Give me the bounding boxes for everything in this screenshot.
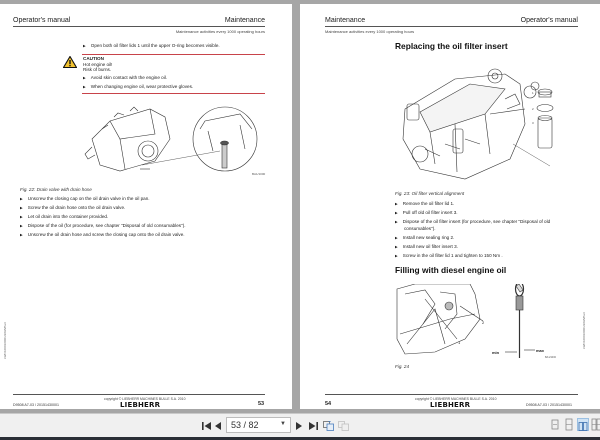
continuous-facing-icon bbox=[591, 418, 600, 431]
page-number: 54 bbox=[325, 401, 332, 407]
first-page-button[interactable] bbox=[200, 418, 212, 433]
previous-view-icon bbox=[323, 421, 334, 431]
step: ▶ Install new sealing ring 2. bbox=[395, 235, 454, 240]
footer-divider bbox=[13, 394, 265, 395]
drain-valve-illustration bbox=[80, 99, 270, 179]
side-code: LWF/10001/0001/2/GB/Part bbox=[3, 322, 7, 359]
previous-page-button[interactable] bbox=[213, 418, 223, 433]
single-page-view-button[interactable] bbox=[549, 418, 561, 431]
step: ▶ Install new oil filter insert 3. bbox=[395, 244, 458, 249]
callout-1: 1 bbox=[532, 91, 534, 95]
header-left: Maintenance bbox=[325, 17, 366, 24]
header-left: Operator's manual bbox=[13, 17, 71, 24]
side-code: LWF/10001/0001/2/GB/Part bbox=[582, 312, 586, 349]
last-page-icon bbox=[309, 422, 318, 430]
figure-code: BA1/1000 bbox=[252, 172, 266, 176]
max-label: max bbox=[536, 348, 545, 353]
pdf-toolbar bbox=[0, 413, 600, 438]
callout-2: 2 bbox=[482, 320, 485, 325]
liebherr-logo: LIEBHERR bbox=[430, 401, 471, 409]
callout-3: 3 bbox=[532, 121, 534, 125]
footer-divider bbox=[325, 394, 578, 395]
section-title: Replacing the oil filter insert bbox=[395, 41, 508, 51]
single-page-icon bbox=[549, 418, 561, 431]
header-divider bbox=[13, 26, 265, 27]
step: ▶ Screw the oil drain hose onto the oil drain valve. bbox=[20, 205, 125, 210]
first-page-icon bbox=[202, 422, 211, 430]
page-number-value: 53 / 82 bbox=[231, 420, 259, 430]
last-page-button[interactable] bbox=[307, 418, 319, 433]
step-continuation: consumables"). bbox=[404, 226, 436, 231]
figure-caption: Fig. 22: Drain valve with drain hose bbox=[20, 187, 92, 192]
step: ▶ Open both oil filter lids 1 until the upper O-ring becomes visible. bbox=[83, 43, 220, 48]
page-53 bbox=[0, 4, 292, 409]
min-label: min bbox=[492, 350, 500, 355]
page-number: 53 bbox=[258, 401, 265, 407]
facing-view-button[interactable] bbox=[577, 418, 589, 431]
chevron-down-icon[interactable]: ▼ bbox=[280, 421, 286, 427]
header-right: Operator's manual bbox=[520, 17, 578, 24]
section-title: Filling with diesel engine oil bbox=[395, 265, 507, 275]
subheader: Maintenance activities every 1000 operating hours bbox=[175, 29, 265, 34]
doc-number: D9508 A7-03 / 20151430001 bbox=[13, 403, 59, 407]
figure-code: BA1/1000 bbox=[545, 356, 556, 359]
figure-caption: Fig. 23: Oil filter vertical alignment bbox=[395, 191, 465, 196]
page-54 bbox=[300, 4, 600, 409]
page-number-field[interactable] bbox=[226, 417, 291, 433]
continuous-view-button[interactable] bbox=[563, 418, 575, 431]
header-right: Maintenance bbox=[224, 17, 265, 24]
next-page-icon bbox=[296, 422, 302, 430]
doc-number: D9508 A7-03 / 20151430001 bbox=[526, 403, 572, 407]
callout-1: 1 bbox=[458, 340, 461, 345]
header-divider bbox=[325, 26, 578, 27]
dipstick-illustration bbox=[395, 284, 565, 362]
caution-line-2: Risk of burns. bbox=[83, 67, 112, 73]
continuous-page-icon bbox=[563, 418, 575, 431]
step: ▶ Screw in the oil filter lid 1 and tighten to 150 Nm . bbox=[395, 253, 503, 258]
caution-line-1: Hot engine oil! bbox=[83, 61, 113, 67]
step: ▶ Pull off old oil filter insert 3. bbox=[395, 210, 458, 215]
prev-page-icon bbox=[215, 422, 221, 430]
subheader: Maintenance activities every 1000 operating hours bbox=[325, 29, 415, 34]
step: ▶ Dispose of the oil filter insert (for procedure, see chapter "Disposal of old bbox=[395, 219, 550, 224]
caution-top-rule bbox=[82, 54, 265, 55]
step: ▶ Unscrew the oil drain hose and screw the closing cap onto the oil drain valve. bbox=[20, 232, 185, 237]
engine-oil-filter-illustration bbox=[395, 54, 565, 186]
caution-box bbox=[83, 56, 112, 73]
copyright: copyright © LIEBHERR MACHINES BULLE S.A. 2010 bbox=[104, 397, 186, 401]
step: ▶ Remove the oil filter lid 1. bbox=[395, 201, 454, 206]
caution-step: ▶ Avoid skin contact with the engine oil. bbox=[83, 75, 167, 80]
previous-view-button[interactable] bbox=[322, 418, 335, 433]
step: ▶ Let oil drain into the container provided. bbox=[20, 214, 108, 219]
callout-2: 2 bbox=[532, 107, 534, 111]
facing-pages-icon bbox=[578, 421, 588, 432]
figure-caption: Fig. 24 bbox=[395, 364, 410, 369]
liebherr-logo: LIEBHERR bbox=[120, 401, 161, 409]
step: ▶ Unscrew the closing cap on the oil drain valve in the oil pan. bbox=[20, 196, 150, 201]
next-view-icon bbox=[338, 421, 349, 431]
caution-title: CAUTION bbox=[83, 56, 104, 61]
warning-triangle-icon bbox=[63, 56, 77, 68]
caution-step: ▶ When changing engine oil, wear protective gloves. bbox=[83, 84, 193, 89]
next-page-button[interactable] bbox=[294, 418, 304, 433]
step: ▶ Dispose of the oil (for procedure, see chapter "Disposal of old consumables"). bbox=[20, 223, 186, 228]
next-view-button[interactable] bbox=[337, 418, 350, 433]
copyright: copyright © LIEBHERR MACHINES BULLE S.A. 2010 bbox=[415, 397, 497, 401]
continuous-facing-view-button[interactable] bbox=[591, 418, 600, 431]
caution-bottom-rule bbox=[82, 93, 265, 94]
